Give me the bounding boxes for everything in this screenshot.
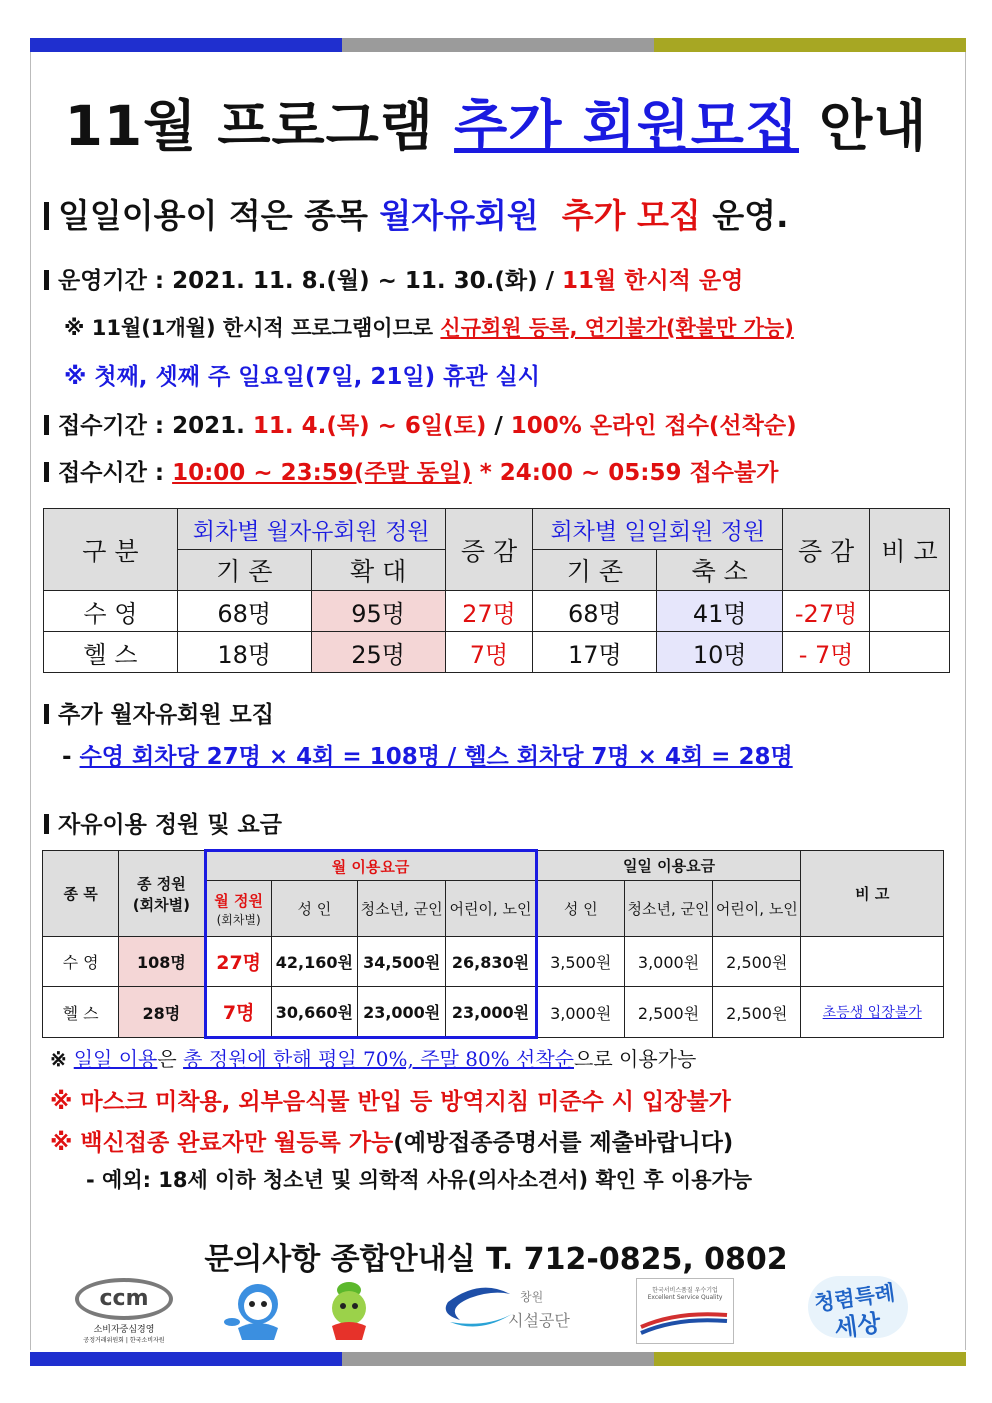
slogan-line-1: 청렴특례 xyxy=(812,1279,897,1316)
bullet-marker xyxy=(44,704,49,724)
reception-online: 100% 온라인 접수(선착순) xyxy=(510,413,797,439)
cell-change: -27명 xyxy=(783,591,870,632)
corp-name-1: 창원 xyxy=(520,1290,544,1304)
mascot-blue-icon xyxy=(220,1278,300,1342)
header-monthly-quota: 회차별 월자유회원 정원 xyxy=(177,509,445,550)
time-text: 접수시간 : xyxy=(58,460,173,486)
header-adult: 성 인 xyxy=(271,881,357,937)
cell-price: 23,000원 xyxy=(446,987,536,1038)
bullet-marker xyxy=(44,814,49,834)
extra-heading-text: 추가 월자유회원 모집 xyxy=(58,702,274,728)
ccm-caption: 소비자중심경영 xyxy=(93,1325,155,1335)
cell-value: 10명 xyxy=(657,632,783,673)
headline-tail: 운영. xyxy=(700,196,789,235)
corp-logo xyxy=(440,1278,590,1342)
row-name: 수 영 xyxy=(44,591,178,632)
period-text: 운영기간 : 2021. 11. 8.(월) ~ 11. 30.(화) / xyxy=(58,268,563,294)
bullet-marker xyxy=(44,462,49,482)
corp-swoosh-icon xyxy=(440,1284,518,1332)
cell-value: 41명 xyxy=(657,591,783,632)
formula-text: 수영 회차당 27명 × 4회 = 108명 / 헬스 회차당 7명 × 4회 = 28명 xyxy=(79,744,793,770)
cell-price: 3,000원 xyxy=(624,937,712,987)
page-title xyxy=(0,82,992,161)
cell-price: 34,500원 xyxy=(358,937,446,987)
header-existing: 기 존 xyxy=(533,550,657,591)
table-row xyxy=(43,937,944,987)
ccm-caption-sub: 공정거래위원회 | 한국소비자원 xyxy=(83,1337,165,1344)
header-fee-note: 비 고 xyxy=(801,851,944,937)
bottom-color-bar xyxy=(30,1352,966,1366)
header-category: 구 분 xyxy=(44,509,178,591)
header-child: 어린이, 노인 xyxy=(713,881,801,937)
header-total-quota: 종 정원 (회차별) xyxy=(119,851,205,937)
note-daily-b: 은 xyxy=(157,1047,184,1071)
note-exception: - 예외: 18세 이하 청소년 및 의학적 사유(의사소견서) 확인 후 이용가능 xyxy=(86,1168,753,1192)
dash: - xyxy=(62,744,80,770)
cell-price: 26,830원 xyxy=(446,937,536,987)
note-mask: ※ 마스크 미착용, 외부음식물 반입 등 방역지침 미준수 시 입장불가 xyxy=(50,1089,731,1115)
cell-change: 7명 xyxy=(445,632,533,673)
top-color-bar xyxy=(30,38,966,52)
cell-price: 2,500원 xyxy=(713,987,801,1038)
header-expand: 확 대 xyxy=(311,550,445,591)
mascot-green-icon xyxy=(312,1278,386,1342)
cell-value: 95명 xyxy=(311,591,445,632)
cell-price: 30,660원 xyxy=(271,987,357,1038)
cell-value: 18명 xyxy=(177,632,311,673)
bullet-marker xyxy=(44,202,49,230)
cell-price: 23,000원 xyxy=(358,987,446,1038)
time-highlight: 10:00 ~ 23:59(주말 동일) xyxy=(172,460,472,486)
header-change-daily: 증 감 xyxy=(783,509,870,591)
extra-heading xyxy=(44,696,274,729)
cell-price: 2,500원 xyxy=(713,937,801,987)
cell-price: 3,000원 xyxy=(536,987,624,1038)
bullet-marker xyxy=(44,270,49,290)
cell-total: 28명 xyxy=(119,987,205,1038)
fee-heading-text: 자유이용 정원 및 요금 xyxy=(58,812,282,838)
slogan-logo xyxy=(806,1272,916,1344)
cell-note: 초등생 입장불가 xyxy=(801,987,944,1038)
cell-total: 108명 xyxy=(119,937,205,987)
cell-value: 17명 xyxy=(533,632,657,673)
note-daily-use xyxy=(50,1043,696,1072)
note-new-member xyxy=(64,312,794,342)
note1-highlight: 신규회원 등록, 연기불가(환불만 가능) xyxy=(440,316,794,340)
cell-change: - 7명 xyxy=(783,632,870,673)
table-row xyxy=(44,591,950,632)
note-vaccine-a: ※ 백신접종 완료자만 월등록 가능 xyxy=(50,1130,394,1156)
header-monthly-fee: 월 이용요금 xyxy=(205,851,536,881)
cert-ribbon-icon xyxy=(637,1301,731,1337)
note-closed-days: ※ 첫째, 셋째 주 일요일(7일, 21일) 휴관 실시 xyxy=(64,364,540,390)
header-reduce: 축 소 xyxy=(657,550,783,591)
cell-monthly-quota: 27명 xyxy=(205,937,271,987)
headline xyxy=(44,190,789,237)
reception-highlight: 11. 4.(목) ~ 6일(토) xyxy=(252,413,487,439)
cell-monthly-quota: 7명 xyxy=(205,987,271,1038)
extra-formula xyxy=(62,738,793,771)
title-text: 11월 프로그램 xyxy=(64,94,455,158)
bullet-marker xyxy=(44,415,49,435)
contact-info: 문의사항 종합안내실 T. 712-0825, 0802 xyxy=(204,1242,788,1277)
header-child: 어린이, 노인 xyxy=(446,881,536,937)
cell-price: 2,500원 xyxy=(624,987,712,1038)
note1-text: ※ 11월(1개월) 한시적 프로그램이므로 xyxy=(64,316,441,340)
period-highlight: 11월 한시적 운영 xyxy=(562,268,744,294)
corp-name-2: 시설공단 xyxy=(508,1311,570,1330)
note-mark: ※ xyxy=(50,1047,74,1071)
title-highlight: 추가 회원모집 xyxy=(454,94,799,158)
cell-value: 68명 xyxy=(177,591,311,632)
cert-subtitle: Excellent Service Quality xyxy=(647,1294,723,1301)
cell-note xyxy=(870,632,950,673)
time-note: * 24:00 ~ 05:59 접수불가 xyxy=(471,460,779,486)
ccm-mark: ccm xyxy=(75,1278,173,1320)
header-item: 종 목 xyxy=(43,851,119,937)
cell-change: 27명 xyxy=(445,591,533,632)
fee-heading xyxy=(44,806,282,839)
header-daily-fee: 일일 이용요금 xyxy=(536,851,801,881)
header-monthly-quota: 월 정원 xyxy=(214,891,263,910)
headline-text: 일일이용이 적은 종목 xyxy=(58,196,380,235)
header-monthly-quota-sub: (회차별) xyxy=(216,912,261,927)
note-vaccine xyxy=(50,1124,733,1157)
header-monthly-quota-cell xyxy=(205,881,271,937)
note-vaccine-b: (예방접종증명서를 제출바랍니다) xyxy=(393,1130,734,1156)
table-row xyxy=(43,987,944,1038)
cell-value: 68명 xyxy=(533,591,657,632)
reception-text: 접수기간 : 2021. xyxy=(58,413,253,439)
cell-note xyxy=(870,591,950,632)
header-youth: 청소년, 군인 xyxy=(358,881,446,937)
row-name: 헬 스 xyxy=(43,987,119,1038)
cell-price: 42,160원 xyxy=(271,937,357,987)
header-existing: 기 존 xyxy=(177,550,311,591)
reception-sep: / xyxy=(486,413,511,439)
note-daily-d: 으로 이용가능 xyxy=(574,1047,697,1071)
row-name: 수 영 xyxy=(43,937,119,987)
table-row xyxy=(44,632,950,673)
header-adult: 성 인 xyxy=(536,881,624,937)
cell-note xyxy=(801,937,944,987)
headline-extra: 추가 모집 xyxy=(561,196,701,235)
cert-title: 한국서비스품질 우수기업 xyxy=(652,1287,718,1294)
service-quality-cert xyxy=(636,1278,734,1344)
cell-value: 25명 xyxy=(311,632,445,673)
note-daily-a: 일일 이용 xyxy=(73,1047,158,1071)
operation-period xyxy=(44,262,743,295)
quota-table xyxy=(43,508,950,673)
reception-period xyxy=(44,407,797,440)
header-daily-quota: 회차별 일일회원 정원 xyxy=(533,509,783,550)
reception-time xyxy=(44,454,778,487)
header-note: 비 고 xyxy=(870,509,950,591)
row-name: 헬 스 xyxy=(44,632,178,673)
note-daily-c: 총 정원에 한해 평일 70%, 주말 80% 선착순 xyxy=(183,1047,574,1071)
headline-monthly: 월자유회원 xyxy=(379,196,539,235)
ccm-logo xyxy=(74,1278,174,1342)
title-tail: 안내 xyxy=(799,94,928,158)
header-youth: 청소년, 군인 xyxy=(624,881,712,937)
slogan-line-2: 세상 xyxy=(832,1307,883,1344)
fee-table xyxy=(42,849,944,1039)
cell-price: 3,500원 xyxy=(536,937,624,987)
header-change-monthly: 증 감 xyxy=(445,509,533,591)
